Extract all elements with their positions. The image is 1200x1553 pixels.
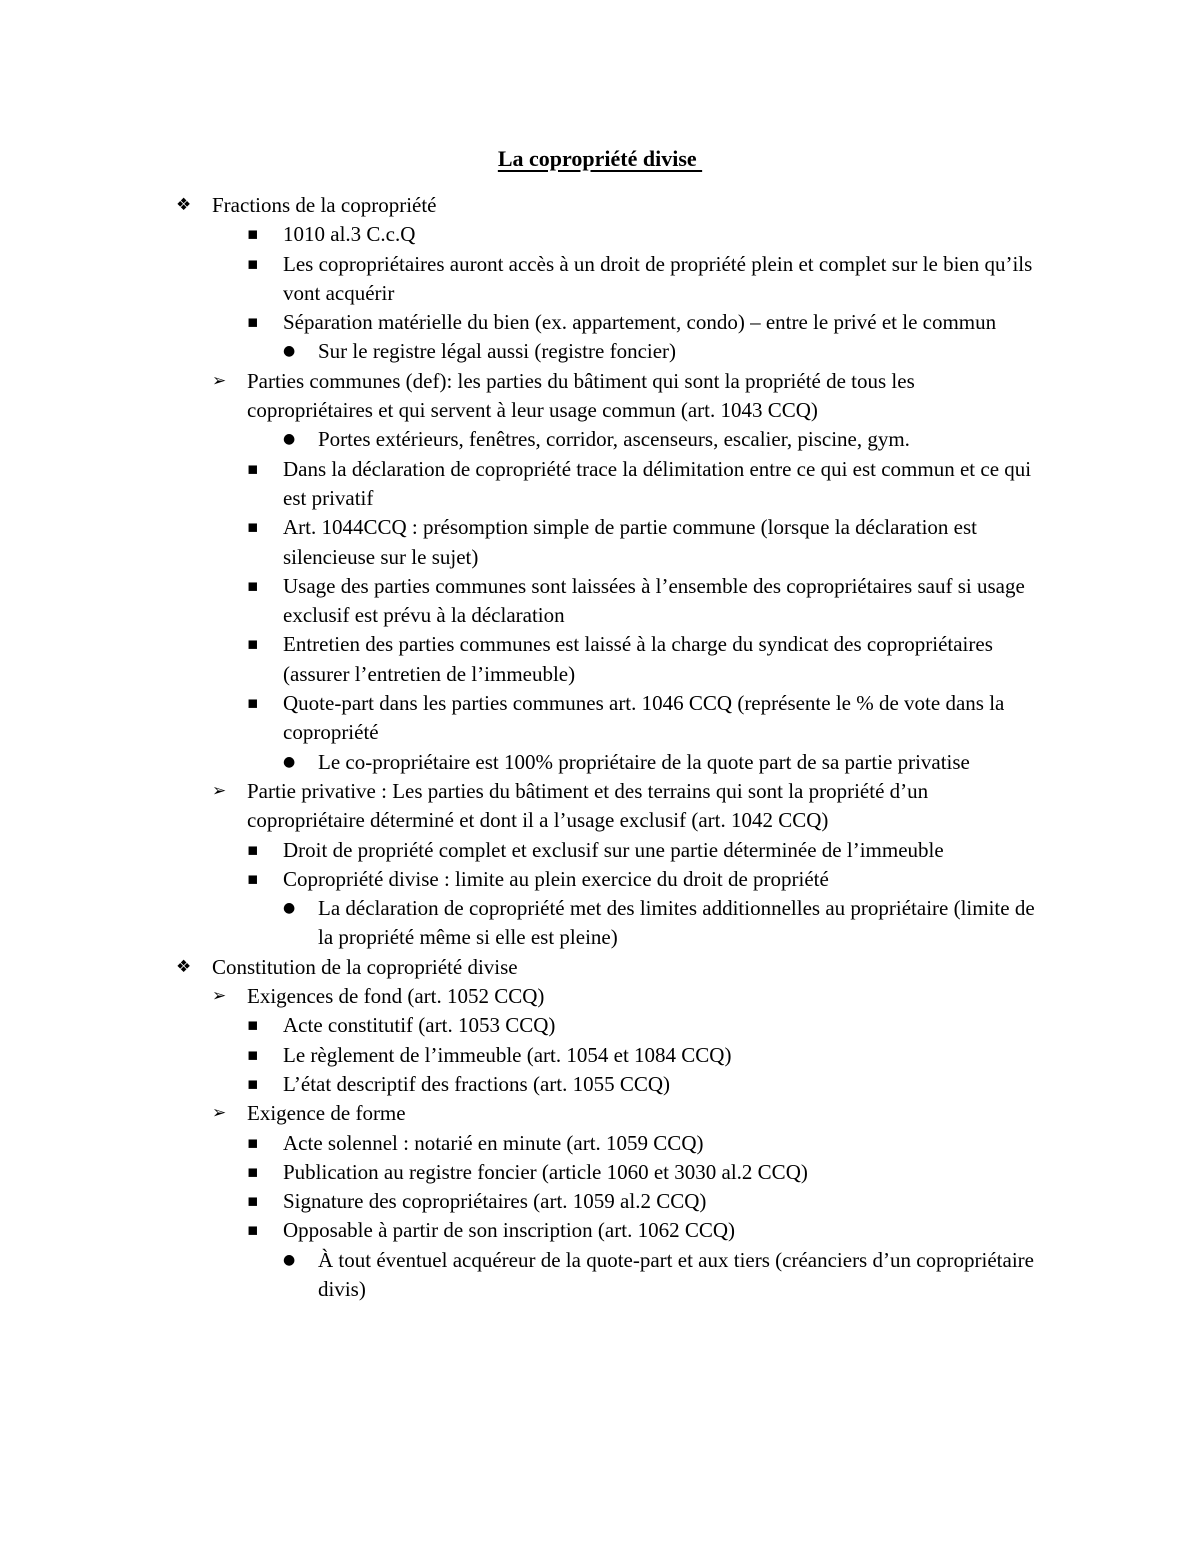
outline-item [0, 865, 1200, 894]
outline-item [0, 894, 1200, 953]
outline-item-text: Art. 1044CCQ : présomption simple de partie commune (lorsque la déclaration est silencieuse sur le sujet) [283, 515, 978, 569]
dot-bullet-icon: ● [283, 431, 296, 448]
outline-item-text: L’état descriptif des fractions (art. 1055 CCQ) [283, 1071, 671, 1096]
outline-item-text: Acte solennel : notarié en minute (art. 1059 CCQ) [283, 1130, 704, 1155]
outline-item-text: Entretien des parties communes est laissé à la charge du syndicat des copropriétaires (assurer l’entretien de l’immeuble) [283, 632, 993, 686]
outline-item-text: Le règlement de l’immeuble (art. 1054 et 1084 CCQ) [283, 1042, 732, 1067]
outline-item [0, 1041, 1200, 1070]
dot-bullet-icon: ● [283, 1251, 296, 1268]
square-bullet-icon: ▪ [247, 517, 259, 538]
outline-item [0, 982, 1200, 1011]
square-bullet-icon: ▪ [247, 1161, 259, 1182]
outline-item [0, 1216, 1200, 1245]
square-bullet-icon: ▪ [247, 1191, 259, 1212]
square-bullet-icon: ▪ [247, 224, 259, 245]
arrow-bullet-icon: ➢ [212, 780, 227, 801]
outline-item-text: Copropriété divise : limite au plein exercice du droit de propriété [283, 866, 829, 891]
outline-item-text: Signature des copropriétaires (art. 1059 al.2 CCQ) [283, 1189, 707, 1214]
outline-item-text: Droit de propriété complet et exclusif sur une partie déterminée de l’immeuble [283, 837, 944, 862]
outline-item [0, 689, 1200, 748]
dot-bullet-icon: ● [283, 343, 296, 360]
outline-item-text: La déclaration de copropriété met des limites additionnelles au propriétaire (limite de la propriété même si elle est pleine) [318, 896, 1035, 950]
outline-item [0, 1129, 1200, 1158]
outline-item-text: Séparation matérielle du bien (ex. appartement, condo) – entre le privé et le commun [283, 310, 997, 335]
square-bullet-icon: ▪ [247, 1073, 259, 1094]
square-bullet-icon: ▪ [247, 253, 259, 274]
outline-item [0, 1187, 1200, 1216]
diamond-bullet-icon: ❖ [176, 195, 192, 215]
outline-item-text: Sur le registre légal aussi (registre foncier) [318, 339, 677, 364]
outline-item [0, 953, 1200, 982]
outline-item [0, 777, 1200, 836]
outline-item-text: Partie privative : Les parties du bâtiment et des terrains qui sont la propriété d’un copropriétaire déterminé et dont il a l’usage exclusif (art. 1042 CCQ) [247, 778, 929, 833]
arrow-bullet-icon: ➢ [212, 1103, 227, 1124]
outline-item-text: Portes extérieurs, fenêtres, corridor, ascenseurs, escalier, piscine, gym. [318, 427, 910, 452]
outline-item [0, 1158, 1200, 1187]
square-bullet-icon: ▪ [247, 312, 259, 333]
dot-bullet-icon: ● [283, 900, 296, 917]
outline-item [0, 836, 1200, 865]
square-bullet-icon: ▪ [247, 458, 259, 479]
dot-bullet-icon: ● [283, 753, 296, 770]
outline-item [0, 513, 1200, 572]
outline-item [0, 308, 1200, 337]
outline-item [0, 455, 1200, 514]
outline-item-text: Publication au registre foncier (article 1060 et 3030 al.2 CCQ) [283, 1159, 808, 1184]
outline-item-text: Exigences de fond (art. 1052 CCQ) [247, 984, 545, 1009]
outline-item-text: Opposable à partir de son inscription (art. 1062 CCQ) [283, 1218, 735, 1243]
outline-item-text: Le co-propriétaire est 100% propriétaire de la quote part de sa partie privatise [318, 749, 970, 774]
outline-item [0, 337, 1200, 366]
outline-item-text: Fractions de la copropriété [212, 193, 437, 217]
square-bullet-icon: ▪ [247, 575, 259, 596]
outline-item [0, 425, 1200, 454]
outline-item-text: Exigence de forme [247, 1101, 406, 1126]
outline-item [0, 748, 1200, 777]
square-bullet-icon: ▪ [247, 1220, 259, 1241]
outline-item [0, 250, 1200, 309]
square-bullet-icon: ▪ [247, 1015, 259, 1036]
outline-item-text: À tout éventuel acquéreur de la quote-part et aux tiers (créanciers d’un copropriétaire divis) [318, 1247, 1034, 1301]
square-bullet-icon: ▪ [247, 1044, 259, 1065]
diamond-bullet-icon: ❖ [176, 956, 192, 977]
square-bullet-icon: ▪ [247, 868, 259, 889]
arrow-bullet-icon: ➢ [212, 986, 227, 1007]
outline-item-text: 1010 al.3 C.c.Q [283, 222, 416, 247]
outline-item-text: Parties communes (def): les parties du bâtiment qui sont la propriété de tous les copropriétaires et qui servent à leur usage commun (art. 1043 CCQ) [247, 368, 915, 423]
outline-item-text: Acte constitutif (art. 1053 CCQ) [283, 1013, 556, 1038]
square-bullet-icon: ▪ [247, 839, 259, 860]
square-bullet-icon: ▪ [247, 634, 259, 655]
outline-item-text: Les copropriétaires auront accès à un droit de propriété plein et complet sur le bien qu’ils vont acquérir [283, 251, 1033, 305]
outline-item [0, 1070, 1200, 1099]
outline-item [0, 630, 1200, 689]
outline-item [0, 1099, 1200, 1128]
square-bullet-icon: ▪ [247, 693, 259, 714]
outline-item-text: Usage des parties communes sont laissées à l’ensemble des copropriétaires sauf si usage exclusif est prévu à la déclaration [283, 573, 1025, 628]
outline-item [0, 572, 1200, 631]
arrow-bullet-icon: ➢ [212, 370, 227, 391]
outline-item [0, 1011, 1200, 1040]
document-title: La copropriété divise [497, 146, 703, 171]
outline-item [0, 1246, 1200, 1305]
outline-item-text: Quote-part dans les parties communes art. 1046 CCQ (représente le % de vote dans la copropriété [283, 691, 1005, 745]
outline-item-text: Constitution de la copropriété divise [212, 954, 518, 979]
outline-item [0, 191, 1200, 220]
outline-item-text: Dans la déclaration de copropriété trace la délimitation entre ce qui est commun et ce qui est privatif [283, 456, 1032, 510]
outline-item [0, 367, 1200, 426]
outline-item [0, 220, 1200, 249]
outline-list [0, 191, 1200, 1304]
square-bullet-icon: ▪ [247, 1132, 259, 1153]
